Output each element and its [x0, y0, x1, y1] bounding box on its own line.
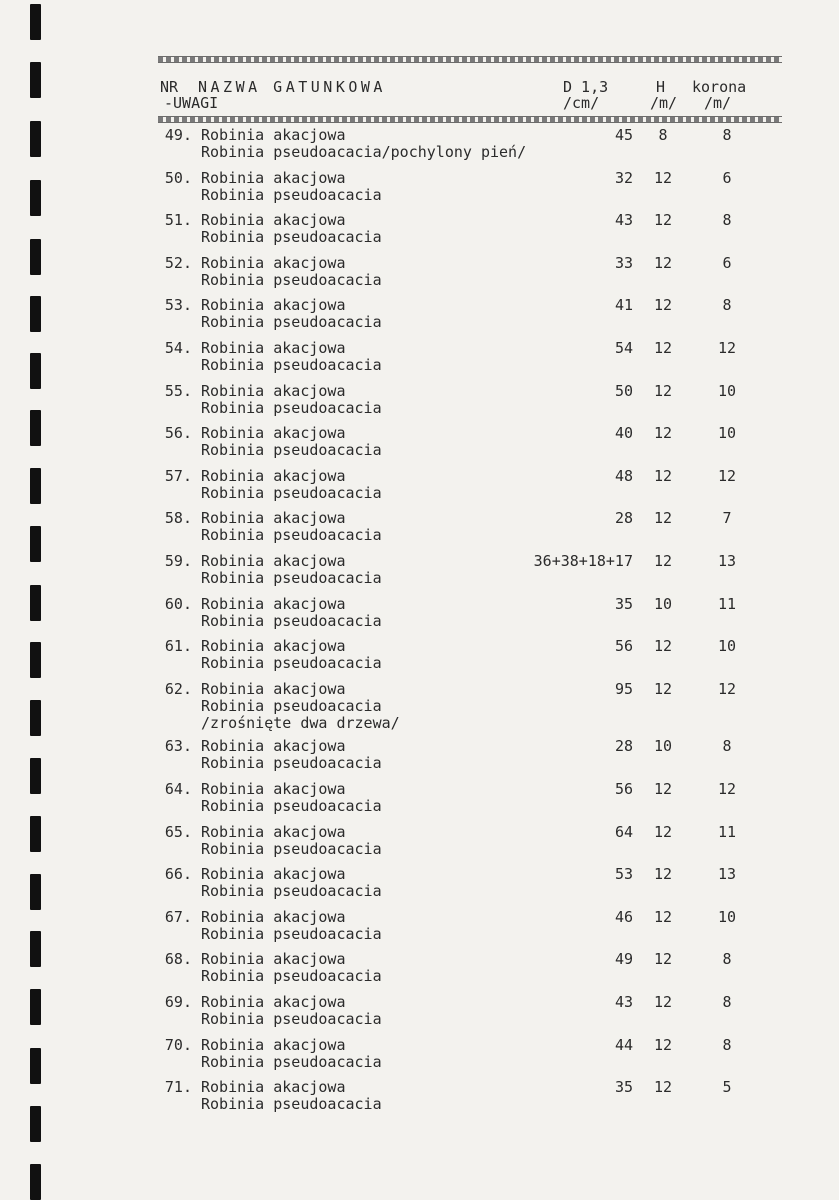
crown-value: 11: [717, 822, 737, 841]
crown-value: 12: [717, 466, 737, 485]
height-value: 12: [653, 466, 673, 485]
crown-value: 10: [717, 907, 737, 926]
table-row: [0, 908, 839, 950]
diameter-value: 28: [614, 509, 633, 528]
crown-value: 8: [722, 950, 732, 969]
species-name: Robinia akacjowa: [201, 679, 346, 698]
row-number: 65.: [164, 822, 192, 841]
table-row: [0, 993, 839, 1035]
row-number: 51.: [164, 211, 192, 230]
row-number: 63.: [164, 737, 192, 756]
header-nr: NR: [160, 78, 179, 96]
latin-name: Robinia pseudoacacia: [201, 526, 382, 545]
latin-name: Robinia pseudoacacia: [201, 569, 382, 587]
row-number: 62.: [164, 679, 192, 698]
table-row: [0, 509, 839, 551]
latin-name: Robinia pseudoacacia: [201, 228, 382, 247]
tree-note: /zrośnięte dwa drzewa/: [201, 713, 400, 732]
diameter-value: 33: [614, 253, 633, 272]
species-name: Robinia akacjowa: [201, 822, 346, 841]
table-row: [0, 424, 839, 466]
diameter-value: 41: [614, 296, 633, 315]
latin-name: Robinia pseudoacacia: [201, 654, 382, 673]
crown-value: 8: [722, 296, 732, 315]
species-name: Robinia akacjowa: [201, 424, 346, 443]
crown-value: 8: [722, 1035, 732, 1054]
table-row: [0, 126, 839, 168]
crown-value: 12: [717, 780, 737, 798]
height-value: 12: [653, 381, 673, 400]
height-value: 12: [653, 552, 673, 570]
table-row: [0, 552, 839, 594]
height-value: 12: [653, 865, 673, 884]
header-diameter-unit: /cm/: [563, 94, 600, 112]
crown-value: 10: [717, 637, 737, 656]
height-value: 12: [653, 780, 673, 798]
latin-name: Robinia pseudoacacia: [201, 754, 382, 773]
binding-hole: [30, 62, 41, 98]
row-number: 55.: [164, 381, 192, 400]
header-double-rule: [158, 116, 782, 123]
row-number: 69.: [164, 993, 192, 1011]
diameter-value: 49: [614, 950, 633, 969]
latin-name: Robinia pseudoacacia: [201, 1095, 382, 1114]
diameter-value: 48: [614, 466, 633, 485]
height-value: 12: [653, 296, 673, 315]
height-value: 8: [658, 126, 668, 144]
top-double-rule: [158, 56, 782, 63]
row-number: 61.: [164, 637, 192, 656]
diameter-value: 35: [614, 594, 633, 613]
row-number: 49.: [164, 126, 192, 144]
species-name: Robinia akacjowa: [201, 637, 346, 656]
table-row: [0, 1036, 839, 1078]
height-value: 12: [653, 907, 673, 926]
crown-value: 6: [722, 168, 732, 187]
latin-name: Robinia pseudoacacia: [201, 270, 382, 289]
species-name: Robinia akacjowa: [201, 339, 346, 357]
latin-name: Robinia pseudoacacia: [201, 611, 382, 630]
header-height-unit: /m/: [650, 94, 678, 112]
row-number: 67.: [164, 907, 192, 926]
crown-value: 6: [722, 253, 732, 272]
species-name: Robinia akacjowa: [201, 1078, 346, 1097]
height-value: 12: [653, 509, 673, 528]
crown-value: 13: [717, 865, 737, 884]
diameter-value: 28: [614, 737, 633, 756]
diameter-value: 36+38+18+17: [533, 552, 633, 570]
table-row: [0, 950, 839, 992]
diameter-value: 95: [614, 679, 633, 698]
table-row: [0, 254, 839, 296]
diameter-value: 56: [614, 637, 633, 656]
crown-value: 8: [722, 126, 732, 144]
row-number: 68.: [164, 950, 192, 969]
crown-value: 11: [717, 594, 737, 613]
height-value: 10: [653, 594, 673, 613]
header-notes: -UWAGI: [164, 94, 219, 112]
table-row: [0, 679, 839, 732]
table-row: [0, 169, 839, 211]
latin-name: Robinia pseudoacacia: [201, 441, 382, 460]
species-name: Robinia akacjowa: [201, 950, 346, 969]
species-name: Robinia akacjowa: [201, 780, 346, 798]
latin-name: Robinia pseudoacacia: [201, 398, 382, 417]
diameter-value: 35: [614, 1078, 633, 1097]
height-value: 12: [653, 679, 673, 698]
species-name: Robinia akacjowa: [201, 253, 346, 272]
diameter-value: 32: [614, 168, 633, 187]
height-value: 12: [653, 822, 673, 841]
latin-name: Robinia pseudoacacia: [201, 483, 382, 502]
diameter-value: 56: [614, 780, 633, 798]
table-row: [0, 467, 839, 509]
row-number: 70.: [164, 1035, 192, 1054]
table-row: [0, 823, 839, 865]
diameter-value: 44: [614, 1035, 633, 1054]
species-name: Robinia akacjowa: [201, 211, 346, 230]
latin-name: Robinia pseudoacacia/pochylony pień/: [201, 143, 527, 161]
species-name: Robinia akacjowa: [201, 594, 346, 613]
table-row: [0, 595, 839, 637]
row-number: 50.: [164, 168, 192, 187]
row-number: 54.: [164, 339, 192, 357]
species-name: Robinia akacjowa: [201, 552, 346, 570]
table-row: [0, 780, 839, 822]
row-number: 52.: [164, 253, 192, 272]
diameter-value: 64: [614, 822, 633, 841]
row-number: 59.: [164, 552, 192, 570]
species-name: Robinia akacjowa: [201, 993, 346, 1011]
header-crown: korona: [692, 78, 747, 96]
latin-name: Robinia pseudoacacia: [201, 967, 382, 986]
row-number: 53.: [164, 296, 192, 315]
species-name: Robinia akacjowa: [201, 296, 346, 315]
crown-value: 13: [717, 552, 737, 570]
header-crown-unit: /m/: [704, 94, 732, 112]
header-height: H: [656, 78, 666, 96]
height-value: 12: [653, 339, 673, 357]
diameter-value: 50: [614, 381, 633, 400]
row-number: 58.: [164, 509, 192, 528]
crown-value: 10: [717, 381, 737, 400]
diameter-value: 43: [614, 993, 633, 1011]
crown-value: 8: [722, 993, 732, 1011]
row-number: 60.: [164, 594, 192, 613]
binding-hole: [30, 1164, 41, 1200]
height-value: 12: [653, 211, 673, 230]
table-row: [0, 637, 839, 679]
row-number: 57.: [164, 466, 192, 485]
species-name: Robinia akacjowa: [201, 865, 346, 884]
crown-value: 10: [717, 424, 737, 443]
table-row: [0, 382, 839, 424]
header-diameter: D 1,3: [563, 78, 609, 96]
latin-name: Robinia pseudoacacia: [201, 924, 382, 943]
species-name: Robinia akacjowa: [201, 907, 346, 926]
height-value: 12: [653, 950, 673, 969]
row-number: 66.: [164, 865, 192, 884]
latin-name: Robinia pseudoacacia: [201, 1010, 382, 1028]
latin-name: Robinia pseudoacacia: [201, 696, 382, 715]
header-species-name: NAZWA GATUNKOWA: [198, 78, 386, 96]
crown-value: 12: [717, 339, 737, 357]
species-name: Robinia akacjowa: [201, 168, 346, 187]
height-value: 10: [653, 737, 673, 756]
height-value: 12: [653, 637, 673, 656]
row-number: 56.: [164, 424, 192, 443]
table-row: [0, 296, 839, 338]
crown-value: 12: [717, 679, 737, 698]
height-value: 12: [653, 993, 673, 1011]
latin-name: Robinia pseudoacacia: [201, 356, 382, 374]
height-value: 12: [653, 424, 673, 443]
crown-value: 8: [722, 737, 732, 756]
latin-name: Robinia pseudoacacia: [201, 839, 382, 858]
table-row: [0, 737, 839, 779]
crown-value: 7: [722, 509, 732, 528]
species-name: Robinia akacjowa: [201, 509, 346, 528]
height-value: 12: [653, 1035, 673, 1054]
row-number: 71.: [164, 1078, 192, 1097]
diameter-value: 54: [614, 339, 633, 357]
species-name: Robinia akacjowa: [201, 466, 346, 485]
diameter-value: 40: [614, 424, 633, 443]
crown-value: 8: [722, 211, 732, 230]
table-row: [0, 211, 839, 253]
latin-name: Robinia pseudoacacia: [201, 1052, 382, 1071]
table-row: [0, 865, 839, 907]
species-name: Robinia akacjowa: [201, 126, 346, 144]
crown-value: 5: [722, 1078, 732, 1097]
diameter-value: 43: [614, 211, 633, 230]
height-value: 12: [653, 253, 673, 272]
species-name: Robinia akacjowa: [201, 1035, 346, 1054]
latin-name: Robinia pseudoacacia: [201, 313, 382, 332]
latin-name: Robinia pseudoacacia: [201, 797, 382, 815]
latin-name: Robinia pseudoacacia: [201, 185, 382, 204]
table-row: [0, 1078, 839, 1120]
species-name: Robinia akacjowa: [201, 381, 346, 400]
diameter-value: 45: [614, 126, 633, 144]
row-number: 64.: [164, 780, 192, 798]
binding-hole: [30, 4, 41, 40]
height-value: 12: [653, 168, 673, 187]
latin-name: Robinia pseudoacacia: [201, 882, 382, 901]
species-name: Robinia akacjowa: [201, 737, 346, 756]
height-value: 12: [653, 1078, 673, 1097]
diameter-value: 46: [614, 907, 633, 926]
table-row: [0, 339, 839, 381]
diameter-value: 53: [614, 865, 633, 884]
